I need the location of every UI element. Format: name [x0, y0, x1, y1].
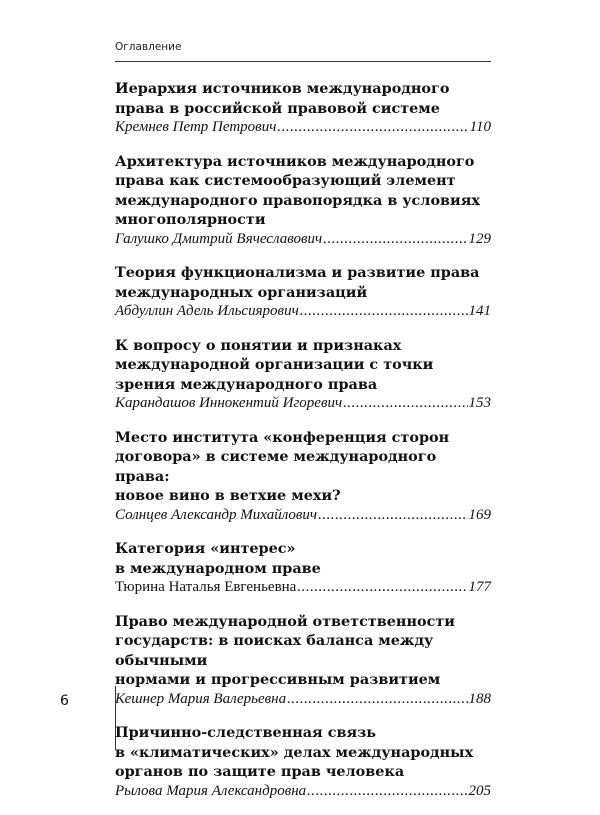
- entry-author: Кешнер Мария Валерьевна: [115, 690, 287, 707]
- entry-title-line: органов по защите прав человека: [115, 763, 405, 780]
- entry-title-line: Архитектура источников международного: [115, 152, 475, 170]
- entry-page-number: 129: [468, 230, 491, 247]
- entry-page-number: 205: [468, 782, 491, 799]
- entry-title-line: права как системообразующий элемент: [115, 172, 456, 189]
- entry-title-line: договора» в системе международного права:: [115, 448, 437, 485]
- entry-author-line: [115, 782, 491, 802]
- entry-page-number: 141: [468, 303, 491, 319]
- entry-title-line: Право международной ответственности: [115, 612, 455, 630]
- dot-leader: [287, 690, 467, 710]
- entry-title-line: международной организации с точки: [115, 356, 434, 373]
- page-number: 6: [60, 693, 69, 709]
- entry-title: [115, 539, 491, 578]
- entry-title-line: многополярности: [115, 211, 266, 228]
- entry-page-number: 153: [468, 395, 491, 411]
- entry-author-line: [115, 690, 491, 710]
- entry-title-line: Категория «интерес»: [115, 540, 296, 557]
- entry-author: Кремнев Петр Петрович: [115, 119, 277, 135]
- entry-page-number: 169: [468, 506, 491, 523]
- entry-title-line: Причинно-следственная связь: [115, 724, 377, 741]
- entry-title-line: Место института «конференция сторон: [115, 428, 450, 446]
- toc-entry: [115, 428, 491, 526]
- entry-title-line: зрения международного права: [115, 375, 378, 393]
- entry-title-line: Теория функционализма и развитие права: [115, 264, 480, 281]
- entry-title-line: права в российской правовой системе: [115, 99, 440, 117]
- dot-leader: [300, 302, 468, 322]
- entry-title-line: международных организаций: [115, 283, 368, 301]
- entry-title: [115, 723, 491, 782]
- dot-leader: [277, 118, 468, 138]
- entry-author-line: [115, 394, 491, 414]
- header-rule: [115, 61, 491, 62]
- entry-title-line: Иерархия источников международного: [115, 80, 450, 97]
- toc-entry: [115, 263, 491, 322]
- entry-title-line: в международном праве: [115, 559, 321, 577]
- entry-title-line: международного правопорядка в условиях: [115, 191, 480, 209]
- entry-page-number: 110: [469, 119, 491, 135]
- entry-title-line: государств: в поисках баланса между обычными: [115, 632, 434, 669]
- entry-title: [115, 428, 491, 506]
- entry-title: [115, 612, 491, 690]
- dot-leader: [318, 506, 467, 526]
- entry-author-line: [115, 118, 491, 138]
- entry-author-line: [115, 302, 491, 322]
- toc-entry: [115, 612, 491, 710]
- entry-title-line: нормами и прогрессивным развитием: [115, 671, 441, 688]
- toc-entry: [115, 152, 491, 250]
- toc-entry: [115, 79, 491, 138]
- entry-title: [115, 336, 491, 395]
- dot-leader: [343, 394, 467, 414]
- entry-page-number: 188: [468, 690, 491, 707]
- dot-leader: [323, 230, 467, 250]
- running-title: Оглавление: [115, 41, 182, 53]
- entry-author-line: [115, 230, 491, 250]
- entry-author: Тюрина Наталья Евгеньевна: [115, 579, 297, 595]
- entry-title-line: в «климатических» делах международных: [115, 743, 474, 761]
- toc-entry: [115, 723, 491, 801]
- entry-author: Галушко Дмитрий Вячеславович: [115, 230, 323, 247]
- entry-author-line: [115, 578, 491, 598]
- dot-leader: [307, 782, 467, 802]
- footer-rule: [115, 686, 116, 750]
- toc-entry: [115, 336, 491, 414]
- entry-author: Карандашов Иннокентий Игоревич: [115, 395, 343, 411]
- dot-leader: [297, 578, 467, 598]
- entry-page-number: 177: [468, 579, 491, 595]
- entry-title-line: новое вино в ветхие мехи?: [115, 487, 341, 504]
- toc-entry: [115, 539, 491, 598]
- entry-author: Абдуллин Адель Ильсиярович: [115, 303, 299, 319]
- entry-title: [115, 263, 491, 302]
- table-of-contents: [115, 79, 491, 815]
- entry-title-line: К вопросу о понятии и признаках: [115, 336, 402, 354]
- entry-author: Солнцев Александр Михайлович: [115, 506, 318, 523]
- entry-author: Рылова Мария Александровна: [115, 782, 307, 799]
- entry-title: [115, 152, 491, 230]
- entry-title: [115, 79, 491, 118]
- entry-author-line: [115, 506, 491, 526]
